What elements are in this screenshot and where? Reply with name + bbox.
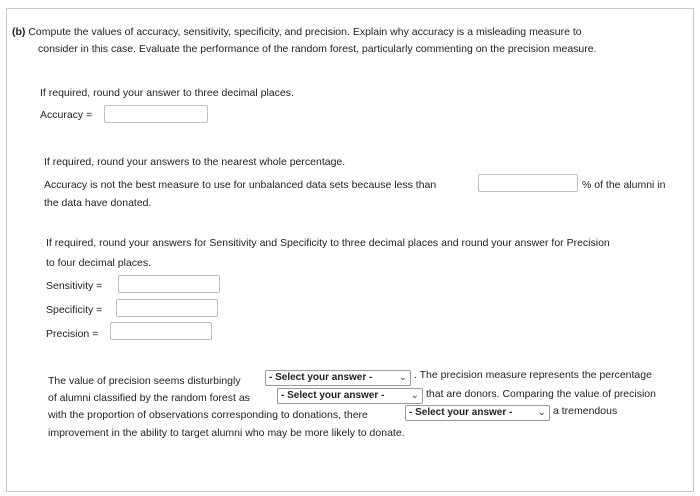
precision-label: Precision = (46, 328, 99, 340)
chevron-down-icon: ⌄ (410, 390, 419, 401)
metrics-hint-line-2: to four decimal places. (46, 257, 152, 269)
improvement-select[interactable] (405, 405, 550, 421)
unbalanced-sentence-after: % of the alumni in (582, 179, 666, 191)
precision-comment-line-1-start: The value of precision seems disturbingly (48, 375, 241, 387)
precision-comment-line-2-end: that are donors. Comparing the value of precision (426, 388, 656, 400)
instruction-line-1: Compute the values of accuracy, sensitivity, specificity, and precision. Explain why accuracy is a misleading measure to (28, 26, 582, 38)
specificity-label: Specificity = (46, 304, 103, 316)
specificity-input[interactable] (116, 299, 218, 317)
sensitivity-input[interactable] (118, 275, 220, 293)
chevron-down-icon: ⌄ (398, 372, 407, 383)
precision-comment-line-3-start: with the proportion of observations corresponding to donations, there (48, 409, 368, 421)
precision-comment-line-2-start: of alumni classified by the random forest as (48, 392, 250, 404)
precision-comment-line-4: improvement in the ability to target alumni who may be more likely to donate. (48, 427, 405, 439)
sensitivity-label: Sensitivity = (46, 280, 103, 292)
classified-as-select-value: - Select your answer - (281, 390, 385, 401)
chevron-down-icon: ⌄ (537, 407, 546, 418)
accuracy-label: Accuracy = (40, 109, 93, 121)
unbalanced-sentence-end: the data have donated. (44, 197, 152, 209)
accuracy-hint: If required, round your answer to three decimal places. (40, 87, 294, 99)
percent-input[interactable] (478, 174, 578, 192)
precision-input[interactable] (110, 322, 212, 340)
precision-level-select-value: - Select your answer - (269, 372, 373, 383)
part-label: (b) (12, 26, 26, 38)
improvement-select-value: - Select your answer - (409, 407, 513, 418)
unbalanced-sentence-start: Accuracy is not the best measure to use for unbalanced data sets because less than (44, 179, 437, 191)
metrics-hint-line-1: If required, round your answers for Sensitivity and Specificity to three decimal places and round your answer for Precision (46, 237, 610, 249)
accuracy-input[interactable] (104, 105, 208, 123)
part-header (12, 25, 582, 39)
classified-as-select[interactable] (277, 388, 423, 404)
percent-hint: If required, round your answers to the nearest whole percentage. (44, 156, 346, 168)
precision-comment-line-3-end: a tremendous (553, 405, 618, 417)
precision-comment-line-1-end: . The precision measure represents the percentage (414, 369, 652, 381)
instruction-line-2: consider in this case. Evaluate the performance of the random forest, particularly commenting on the precision measure. (38, 43, 597, 55)
precision-level-select[interactable] (265, 370, 411, 386)
